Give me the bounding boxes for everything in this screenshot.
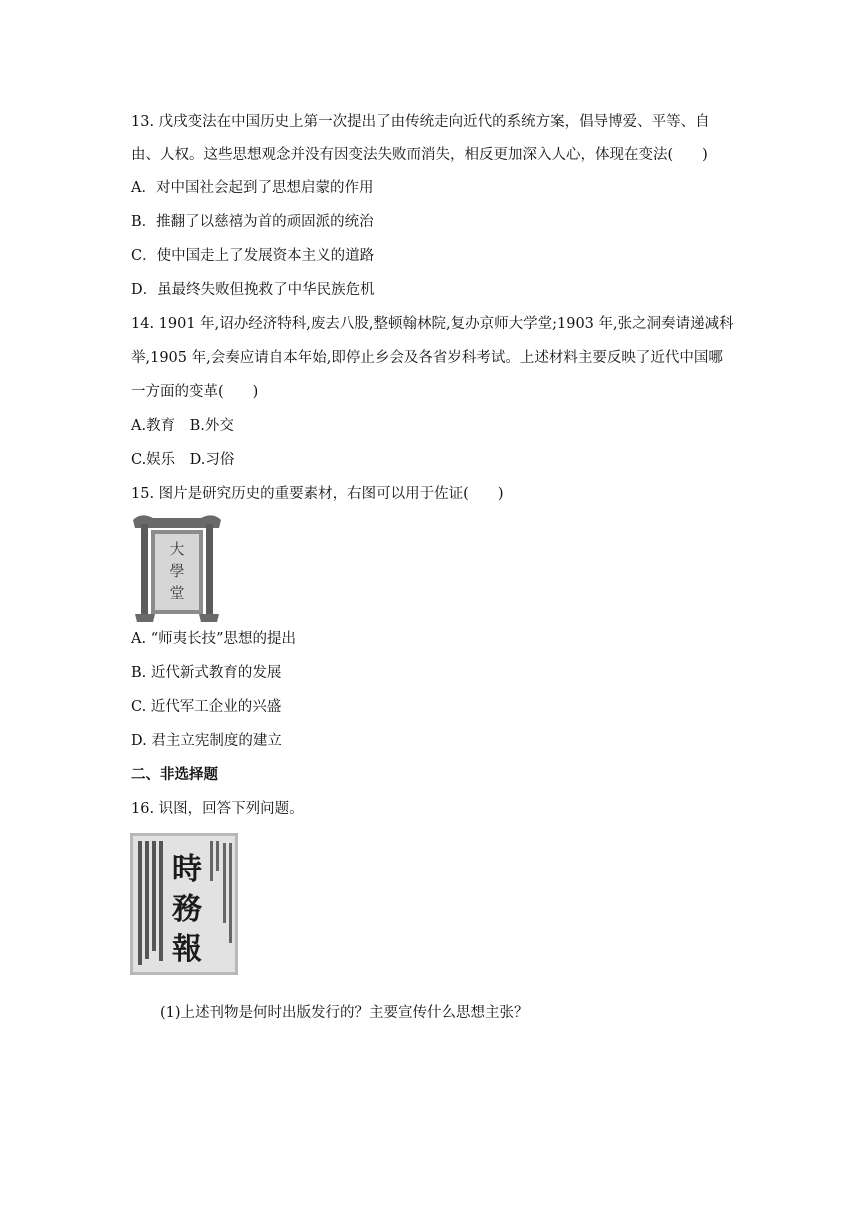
q15-option-c: C. 近代军工企业的兴盛 xyxy=(131,699,282,715)
q14-options-row2: C.娱乐 D.习俗 xyxy=(131,452,235,468)
svg-text:務: 務 xyxy=(172,892,202,927)
q14-stem-line3: 一方面的变革( ) xyxy=(131,384,259,400)
q13-stem-line1: 13. 戊戌变法在中国历史上第一次提出了由传统走向近代的系统方案，倡导博爱、平等、自 xyxy=(131,114,710,130)
q14-stem-line1: 14. 1901 年,诏办经济特科,废去八股,整顿翰林院,复办京师大学堂;1903 年,张之洞奏请递减科 xyxy=(131,316,734,332)
q14-options-row1: A.教育 B.外交 xyxy=(131,418,234,434)
q15-option-d: D. 君主立宪制度的建立 xyxy=(131,733,282,749)
q15-stem: 15. 图片是研究历史的重要素材，右图可以用于佐证( ) xyxy=(131,486,504,502)
q15-option-a: A. “师夷长技”思想的提出 xyxy=(131,631,297,647)
shiwubao-newspaper-image xyxy=(130,833,238,975)
daxuetang-plaque-image xyxy=(131,510,223,624)
q14-stem-line2: 举,1905 年,会奏应请自本年始,即停止乡会及各省岁科考试。上述材料主要反映了近代中国哪 xyxy=(131,350,723,366)
svg-text:時: 時 xyxy=(172,852,202,887)
q13-option-d: D．虽最终失败但挽救了中华民族危机 xyxy=(131,282,375,298)
section-heading-non-choice: 二、非选择题 xyxy=(131,766,218,783)
svg-text:報: 報 xyxy=(172,932,202,967)
svg-text:堂: 堂 xyxy=(169,584,185,602)
q16-stem: 16. 识图，回答下列问题。 xyxy=(131,801,304,817)
q15-option-b: B. 近代新式教育的发展 xyxy=(131,665,282,681)
q13-option-b: B．推翻了以慈禧为首的顽固派的统治 xyxy=(131,214,374,230)
q16-subquestion-1: (1)上述刊物是何时出版发行的？主要宣传什么思想主张？ xyxy=(160,1005,529,1021)
svg-text:大: 大 xyxy=(169,540,185,558)
q13-option-c: C．使中国走上了发展资本主义的道路 xyxy=(131,248,375,264)
q13-stem-line2: 由、人权。这些思想观念并没有因变法失败而消失，相反更加深入人心，体现在变法( ) xyxy=(131,147,708,163)
svg-text:學: 學 xyxy=(169,562,185,580)
q13-option-a: A．对中国社会起到了思想启蒙的作用 xyxy=(131,180,374,196)
